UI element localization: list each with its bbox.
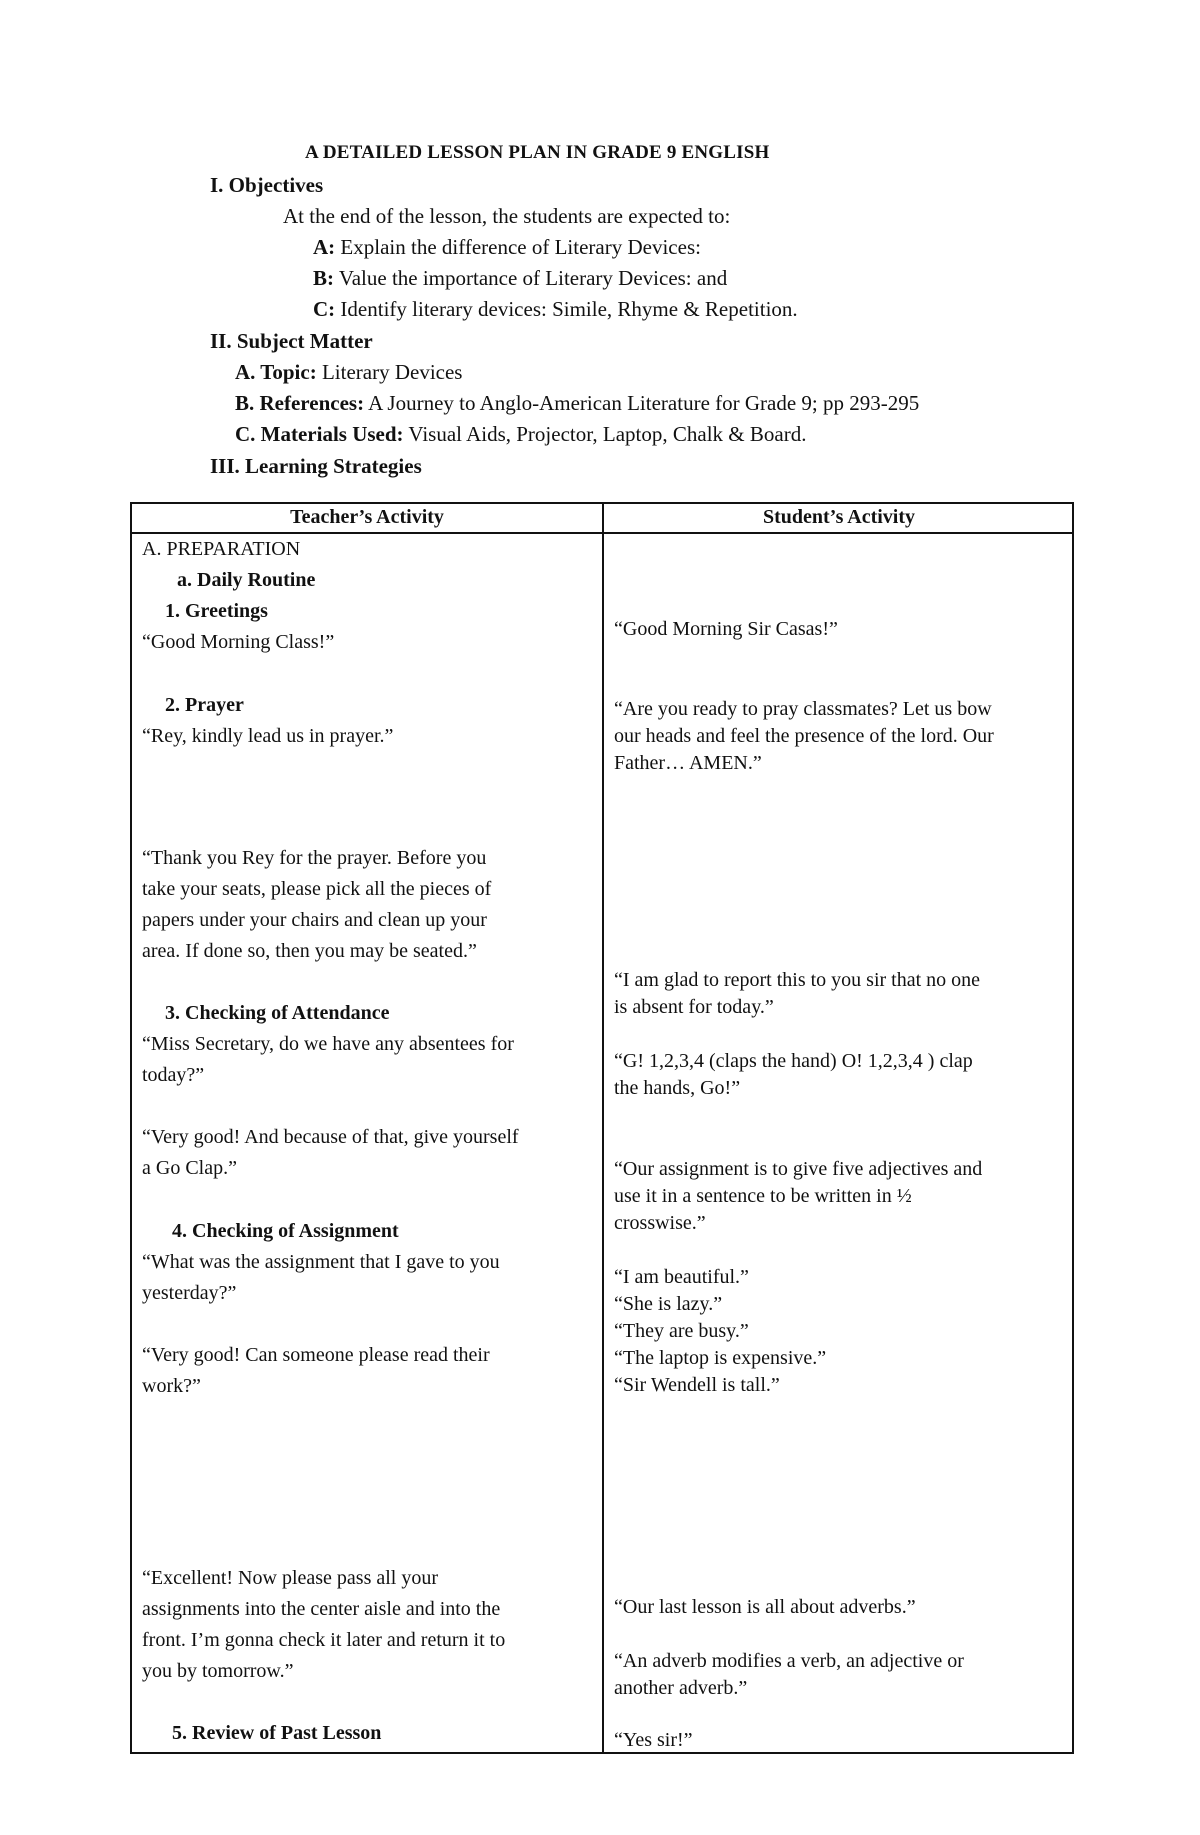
student-assignment-line-2: use it in a sentence to be written in ½ <box>614 1185 912 1207</box>
student-prayer-line-2: our heads and feel the presence of the lord. Our <box>614 725 994 747</box>
greetings-heading: 1. Greetings <box>165 600 268 622</box>
student-prayer-line-1: “Are you ready to pray classmates? Let us bow <box>614 698 992 720</box>
student-adverb-line-2: another adverb.” <box>614 1677 748 1699</box>
teacher-assignment-line-1: “What was the assignment that I gave to you <box>142 1251 500 1273</box>
materials-text: Visual Aids, Projector, Laptop, Chalk & Board. <box>408 422 807 446</box>
topic <box>235 359 462 385</box>
student-sentence-1: “I am beautiful.” <box>614 1266 749 1288</box>
subject-matter-heading: II. Subject Matter <box>210 329 373 353</box>
objective-b-label: B: <box>313 266 334 290</box>
student-sentence-5: “Sir Wendell is tall.” <box>614 1374 780 1396</box>
teacher-readwork-line-1: “Very good! Can someone please read their <box>142 1344 490 1366</box>
teacher-readwork-line-2: work?” <box>142 1375 201 1397</box>
student-sentence-2: “She is lazy.” <box>614 1293 723 1315</box>
student-absent-line-2: is absent for today.” <box>614 996 774 1018</box>
objective-c <box>313 296 798 322</box>
attendance-heading: 3. Checking of Attendance <box>165 1002 390 1024</box>
teacher-goclap-line-2: a Go Clap.” <box>142 1157 237 1179</box>
teacher-excellent-line-2: assignments into the center aisle and into the <box>142 1598 501 1620</box>
daily-routine-heading: a. Daily Routine <box>177 569 316 591</box>
student-assignment-line-1: “Our assignment is to give five adjectives and <box>614 1158 983 1180</box>
student-adverb-line-1: “An adverb modifies a verb, an adjective or <box>614 1650 964 1672</box>
student-greet-reply: “Good Morning Sir Casas!” <box>614 618 838 640</box>
topic-label: A. Topic: <box>235 360 317 384</box>
teacher-greet-line: “Good Morning Class!” <box>142 631 335 653</box>
materials <box>235 421 806 447</box>
teacher-excellent-line-4: you by tomorrow.” <box>142 1660 294 1682</box>
teacher-thanks-line-3: papers under your chairs and clean up your <box>142 909 487 931</box>
teacher-assignment-line-2: yesterday?” <box>142 1282 237 1304</box>
page-title: A DETAILED LESSON PLAN IN GRADE 9 ENGLISH <box>305 142 770 163</box>
teacher-goclap-line-1: “Very good! And because of that, give yourself <box>142 1126 519 1148</box>
teacher-attendance-line-1: “Miss Secretary, do we have any absentees for <box>142 1033 514 1055</box>
objective-b <box>313 265 727 291</box>
teacher-excellent-line-1: “Excellent! Now please pass all your <box>142 1567 439 1589</box>
assignment-heading: 4. Checking of Assignment <box>172 1220 399 1242</box>
objective-a-text: Explain the difference of Literary Devices: <box>340 235 701 259</box>
learning-strategies-heading: III. Learning Strategies <box>210 454 422 478</box>
teacher-attendance-line-2: today?” <box>142 1064 205 1086</box>
teacher-thanks-line-4: area. If done so, then you may be seated.” <box>142 940 477 962</box>
objectives-intro: At the end of the lesson, the students are expected to: <box>283 204 731 228</box>
student-prayer-line-3: Father… AMEN.” <box>614 752 762 774</box>
references-label: B. References: <box>235 391 365 415</box>
student-last-lesson: “Our last lesson is all about adverbs.” <box>614 1596 916 1618</box>
teacher-thanks-line-1: “Thank you Rey for the prayer. Before you <box>142 847 487 869</box>
review-heading: 5. Review of Past Lesson <box>172 1722 382 1744</box>
activity-table <box>130 502 1074 1754</box>
teacher-thanks-line-2: take your seats, please pick all the pieces of <box>142 878 492 900</box>
references <box>235 390 919 416</box>
student-clap-line-1: “G! 1,2,3,4 (claps the hand) O! 1,2,3,4 ) clap <box>614 1050 973 1072</box>
teacher-prayer-line: “Rey, kindly lead us in prayer.” <box>142 725 394 747</box>
objective-c-text: Identify literary devices: Simile, Rhyme & Repetition. <box>340 297 798 321</box>
prayer-heading: 2. Prayer <box>165 694 244 716</box>
student-sentence-3: “They are busy.” <box>614 1320 749 1342</box>
student-absent-line-1: “I am glad to report this to you sir that no one <box>614 969 981 991</box>
table-divider-vertical <box>602 504 604 1752</box>
teacher-activity-header: Teacher’s Activity <box>290 506 444 528</box>
references-text: A Journey to Anglo-American Literature for Grade 9; pp 293-295 <box>368 391 920 415</box>
teacher-excellent-line-3: front. I’m gonna check it later and return it to <box>142 1629 506 1651</box>
student-assignment-line-3: crosswise.” <box>614 1212 706 1234</box>
objective-a-label: A: <box>313 235 336 259</box>
student-activity-header: Student’s Activity <box>762 506 916 528</box>
preparation-heading: A. PREPARATION <box>142 538 301 560</box>
topic-text: Literary Devices <box>321 360 463 384</box>
objective-a <box>313 234 701 260</box>
student-yes-sir: “Yes sir!” <box>614 1729 693 1751</box>
objectives-heading: I. Objectives <box>210 173 324 197</box>
materials-label: C. Materials Used: <box>235 422 404 446</box>
objective-b-text: Value the importance of Literary Devices: and <box>338 266 728 290</box>
student-sentence-4: “The laptop is expensive.” <box>614 1347 827 1369</box>
objective-c-label: C: <box>313 297 336 321</box>
table-divider-header <box>132 532 1072 534</box>
student-clap-line-2: the hands, Go!” <box>614 1077 741 1099</box>
